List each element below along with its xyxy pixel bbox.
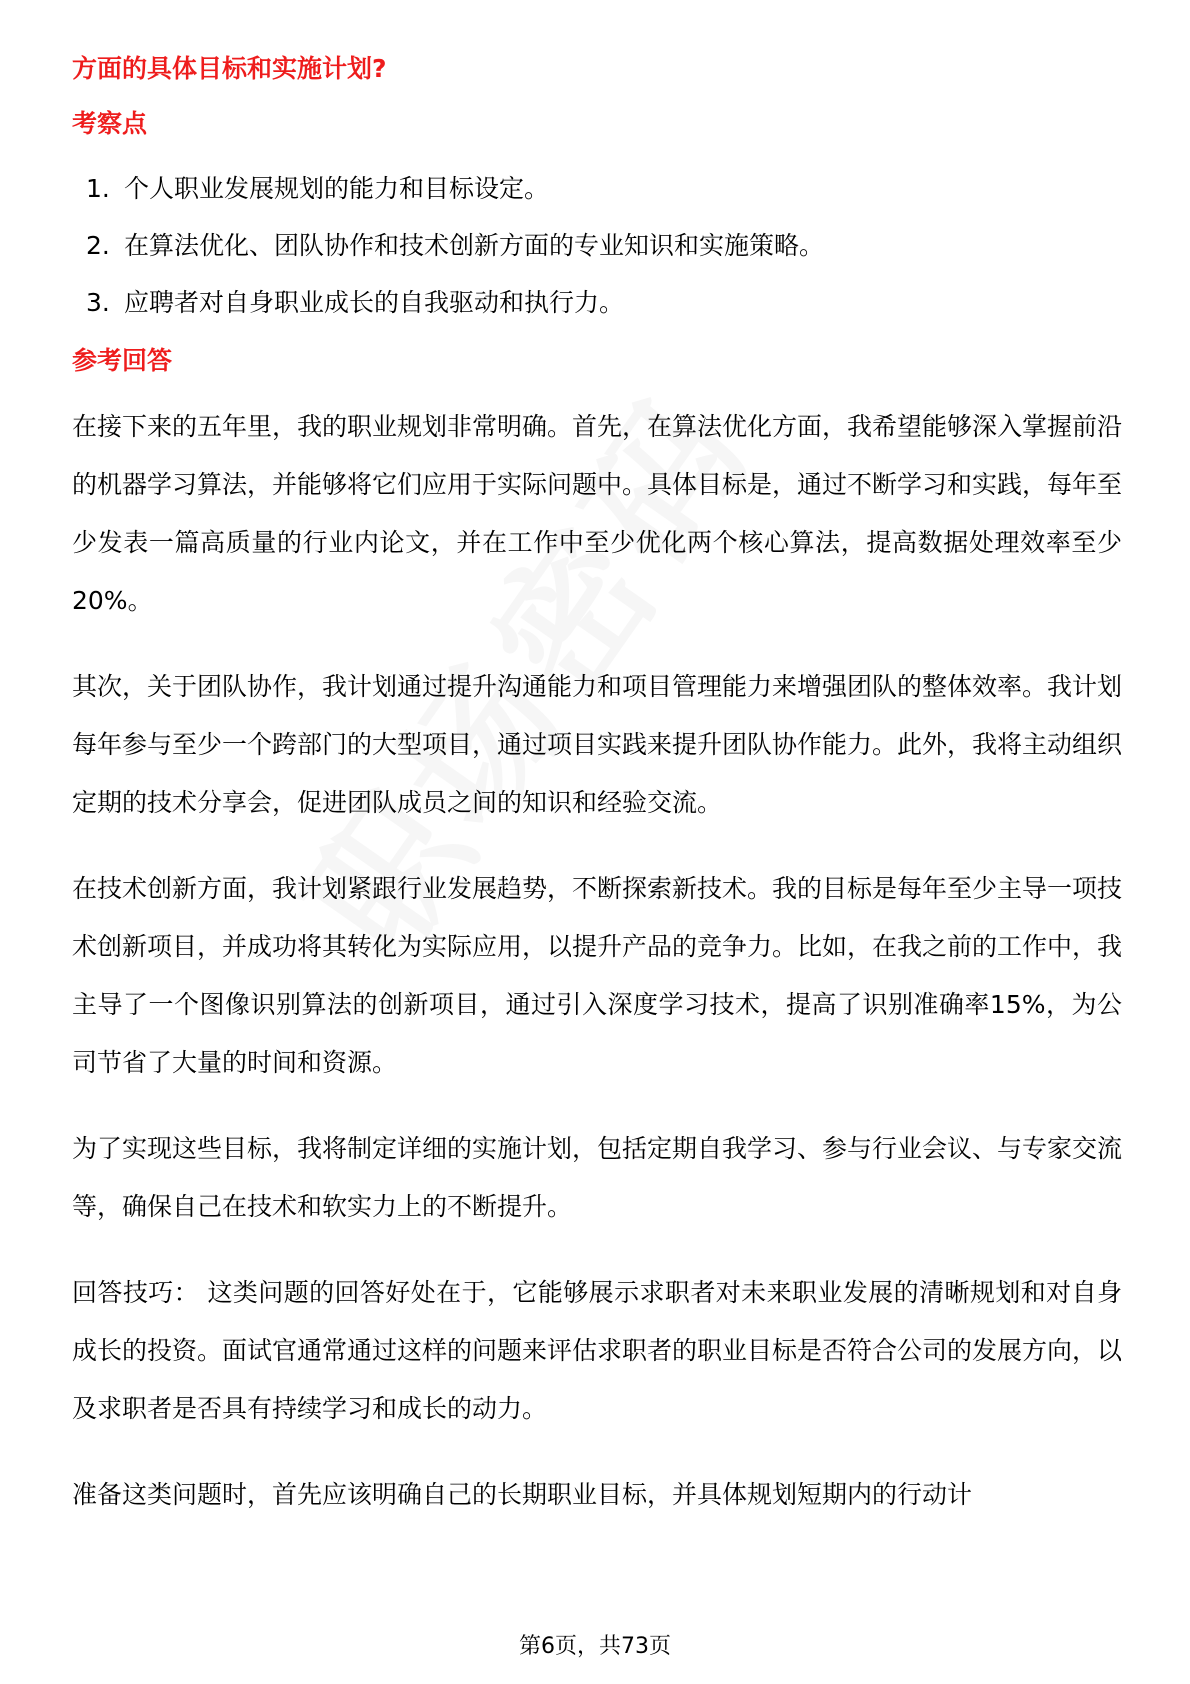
list-item-number: 2. bbox=[86, 231, 110, 260]
question-title: 方面的具体目标和实施计划? bbox=[72, 54, 387, 83]
answer-paragraph: 在技术创新方面，我计划紧跟行业发展趋势，不断探索新技术。我的目标是每年至少主导一项技术创新项目，并成功将其转化为实际应用，以提升产品的竞争力。比如，在我之前的工作中，我主导了一个图像识别算法的创新项目，通过引入深度学习技术，提高了识别准确率15%，为公司节省了大量的时间和资源。 bbox=[72, 874, 1123, 1077]
list-item bbox=[72, 171, 1122, 207]
points-list bbox=[72, 171, 1122, 321]
list-item-text: 在算法优化、团队协作和技术创新方面的专业知识和实施策略。 bbox=[124, 231, 825, 260]
answer-heading: 参考回答 bbox=[72, 346, 173, 375]
list-item bbox=[72, 285, 1122, 321]
answer-paragraph: 其次，关于团队协作，我计划通过提升沟通能力和项目管理能力来增强团队的整体效率。我计划每年参与至少一个跨部门的大型项目，通过项目实践来提升团队协作能力。此外，我将主动组织定期的技术分享会，促进团队成员之间的知识和经验交流。 bbox=[72, 672, 1123, 817]
list-item-number: 1. bbox=[86, 174, 110, 203]
tips-paragraph: 回答技巧： 这类问题的回答好处在于，它能够展示求职者对未来职业发展的清晰规划和对自身成长的投资。面试官通常通过这样的问题来评估求职者的职业目标是否符合公司的发展方向，以及求职者是否具有持续学习和成长的动力。 bbox=[72, 1278, 1123, 1423]
page-number: 第6页，共73页 bbox=[519, 1634, 671, 1659]
page-content bbox=[72, 48, 1122, 1524]
prep-paragraph: 准备这类问题时，首先应该明确自己的长期职业目标，并具体规划短期内的行动计 bbox=[72, 1480, 973, 1509]
list-item-number: 3. bbox=[86, 288, 110, 317]
list-item-text: 应聘者对自身职业成长的自我驱动和执行力。 bbox=[124, 288, 625, 317]
answer-paragraph: 在接下来的五年里，我的职业规划非常明确。首先，在算法优化方面，我希望能够深入掌握前沿的机器学习算法，并能够将它们应用于实际问题中。具体目标是，通过不断学习和实践，每年至少发表一篇高质量的行业内论文，并在工作中至少优化两个核心算法，提高数据处理效率至少20%。 bbox=[72, 412, 1123, 615]
list-item bbox=[72, 228, 1122, 264]
points-heading: 考察点 bbox=[72, 109, 148, 138]
list-item-text: 个人职业发展规划的能力和目标设定。 bbox=[124, 174, 550, 203]
answer-paragraph: 为了实现这些目标，我将制定详细的实施计划，包括定期自我学习、参与行业会议、与专家交流等，确保自己在技术和软实力上的不断提升。 bbox=[72, 1134, 1123, 1221]
